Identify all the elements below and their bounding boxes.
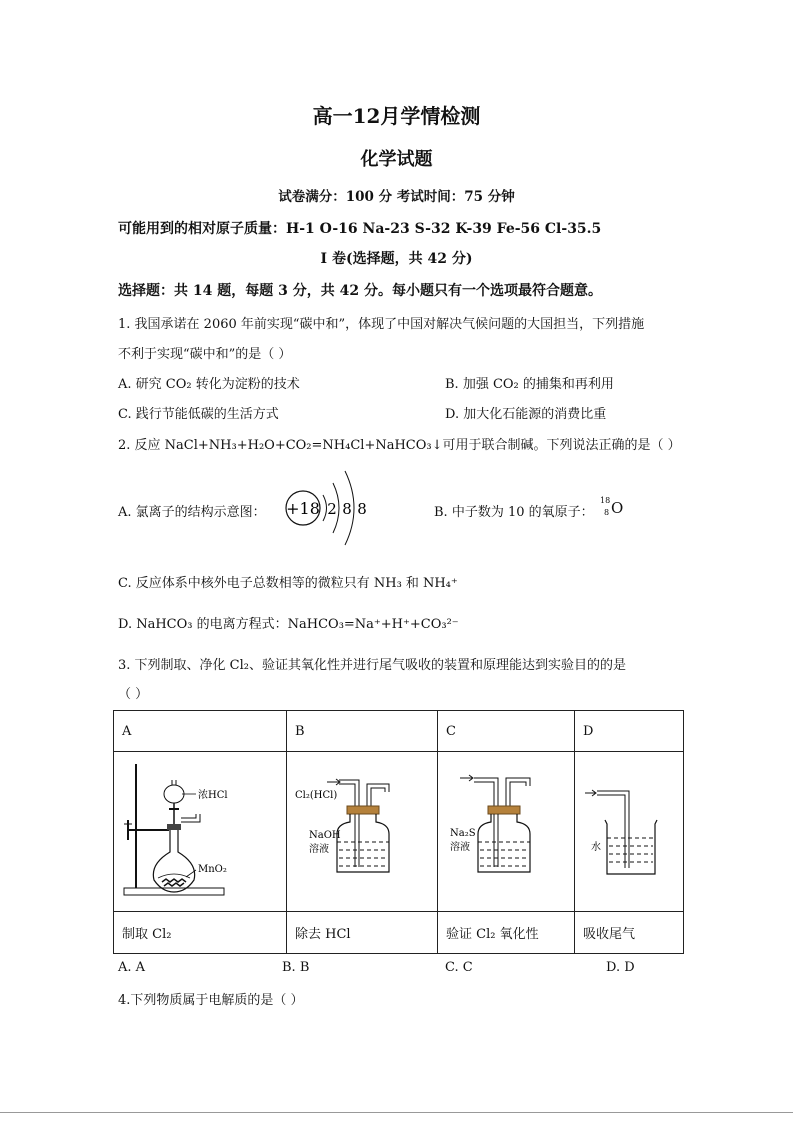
q1-option-a: A. 研究 CO₂ 转化为淀粉的技术 xyxy=(118,377,300,392)
isotope-mass: 18 xyxy=(600,496,611,505)
q1-option-d: D. 加大化石能源的消费比重 xyxy=(445,407,607,422)
label-mno2: MnO₂ xyxy=(198,864,227,875)
apparatus-c xyxy=(438,752,575,912)
subject-title: 化学试题 xyxy=(360,149,433,170)
q2-option-d xyxy=(118,613,459,632)
beaker-absorber-diagram xyxy=(575,752,683,907)
q1-option-c: C. 践行节能低碳的生活方式 xyxy=(118,407,279,422)
q2-option-b: B. 中子数为 10 的氧原子： xyxy=(434,505,594,520)
q3-answer-d: D. D xyxy=(606,960,635,975)
header-b: B xyxy=(287,711,438,752)
rubber-stopper xyxy=(347,806,379,814)
header-a: A xyxy=(114,711,287,752)
chloride-ion-diagram xyxy=(283,465,378,555)
nucleus-charge: +18 xyxy=(286,499,320,518)
dropping-funnel xyxy=(164,785,184,803)
q3-bracket: （ ） xyxy=(118,687,149,702)
q2-option-c xyxy=(118,572,458,591)
q2-option-c-text: C. 反应体系中核外电子总数相等的微粒只有 NH₃ 和 xyxy=(118,576,419,591)
apparatus-a xyxy=(114,752,287,912)
footer-divider xyxy=(0,1112,793,1113)
label-solution-b: 溶液 xyxy=(309,844,329,855)
bottle-outline xyxy=(478,814,530,872)
label-cl2-hcl: Cl₂(HCl) xyxy=(295,790,338,801)
q2-stem: 2. 反应 NaCl+NH₃+H₂O+CO₂=NH₄Cl+NaHCO₃↓可用于联合制碱。下列说法正确的是（ ） xyxy=(118,438,681,453)
caption-a: 制取 Cl₂ xyxy=(114,912,287,954)
apparatus-b xyxy=(287,752,438,912)
instructions: 选择题：共 14 题，每题 3 分，共 42 分。每小题只有一个选项最符合题意。 xyxy=(118,283,602,299)
exam-meta: 试卷满分：100 分 考试时间：75 分钟 xyxy=(278,189,515,205)
q4-stem: 4.下列物质属于电解质的是（ ） xyxy=(118,993,304,1008)
q3-answer-b: B. B xyxy=(282,960,310,975)
beaker-outline xyxy=(605,820,657,874)
rubber-stopper xyxy=(488,806,520,814)
label-solution-c: 溶液 xyxy=(450,842,470,853)
stopper xyxy=(167,824,181,830)
label-naoh: NaOH xyxy=(309,830,341,841)
q3-answer-c: C. C xyxy=(445,960,473,975)
caption-d: 吸收尾气 xyxy=(575,912,684,954)
q1-stem-line2: 不利于实现“碳中和”的是（ ） xyxy=(118,347,292,362)
label-water: 水 xyxy=(591,842,601,853)
chlorine-generator-diagram xyxy=(114,752,286,907)
header-c: C xyxy=(438,711,575,752)
apparatus-d xyxy=(575,752,684,912)
gas-washing-bottle-b xyxy=(287,752,437,907)
page-title: 高一12月学情检测 xyxy=(312,104,481,128)
q1-stem-line1: 1. 我国承诺在 2060 年前实现“碳中和”，体现了中国对解决气候问题的大国担当，下列措施 xyxy=(118,317,645,332)
caption-c: 验证 Cl₂ 氧化性 xyxy=(438,912,575,954)
q2-option-d-text: D. NaHCO₃ 的电离方程式：NaHCO₃=Na⁺+H⁺+ xyxy=(118,617,421,632)
q3-stem: 3. 下列制取、净化 Cl₂、验证其氧化性并进行尾气吸收的装置和原理能达到实验目的的是 xyxy=(118,658,626,673)
label-na2s: Na₂S xyxy=(450,828,476,839)
oxygen-isotope xyxy=(600,496,630,522)
shell-arc-1 xyxy=(323,495,327,521)
label-conc-hcl: 浓HCl xyxy=(198,790,228,801)
isotope-number: 8 xyxy=(604,508,610,517)
caption-b: 除去 HCl xyxy=(287,912,438,954)
round-bottom-flask xyxy=(153,830,194,892)
q1-option-b: B. 加强 CO₂ 的捕集和再利用 xyxy=(445,377,614,392)
gas-washing-bottle-c xyxy=(438,752,574,907)
shell-electrons-3: 8 xyxy=(357,500,367,518)
carbonate-ion: CO₃²⁻ xyxy=(420,617,459,632)
apparatus-table xyxy=(113,710,684,954)
section-title: I 卷(选择题，共 42 分) xyxy=(320,251,473,267)
atomic-masses: 可能用到的相对原子质量：H-1 O-16 Na-23 S-32 K-39 Fe-56 Cl-35.5 xyxy=(118,221,602,237)
shell-electrons-2: 8 xyxy=(342,500,352,518)
header-d: D xyxy=(575,711,684,752)
ammonium-ion: NH₄⁺ xyxy=(422,576,458,591)
q2-option-a: A. 氯离子的结构示意图： xyxy=(118,505,266,520)
bottle-outline xyxy=(337,814,389,872)
q3-answer-a: A. A xyxy=(118,960,146,975)
shell-electrons-1: 2 xyxy=(327,500,337,518)
isotope-symbol: O xyxy=(611,499,624,517)
